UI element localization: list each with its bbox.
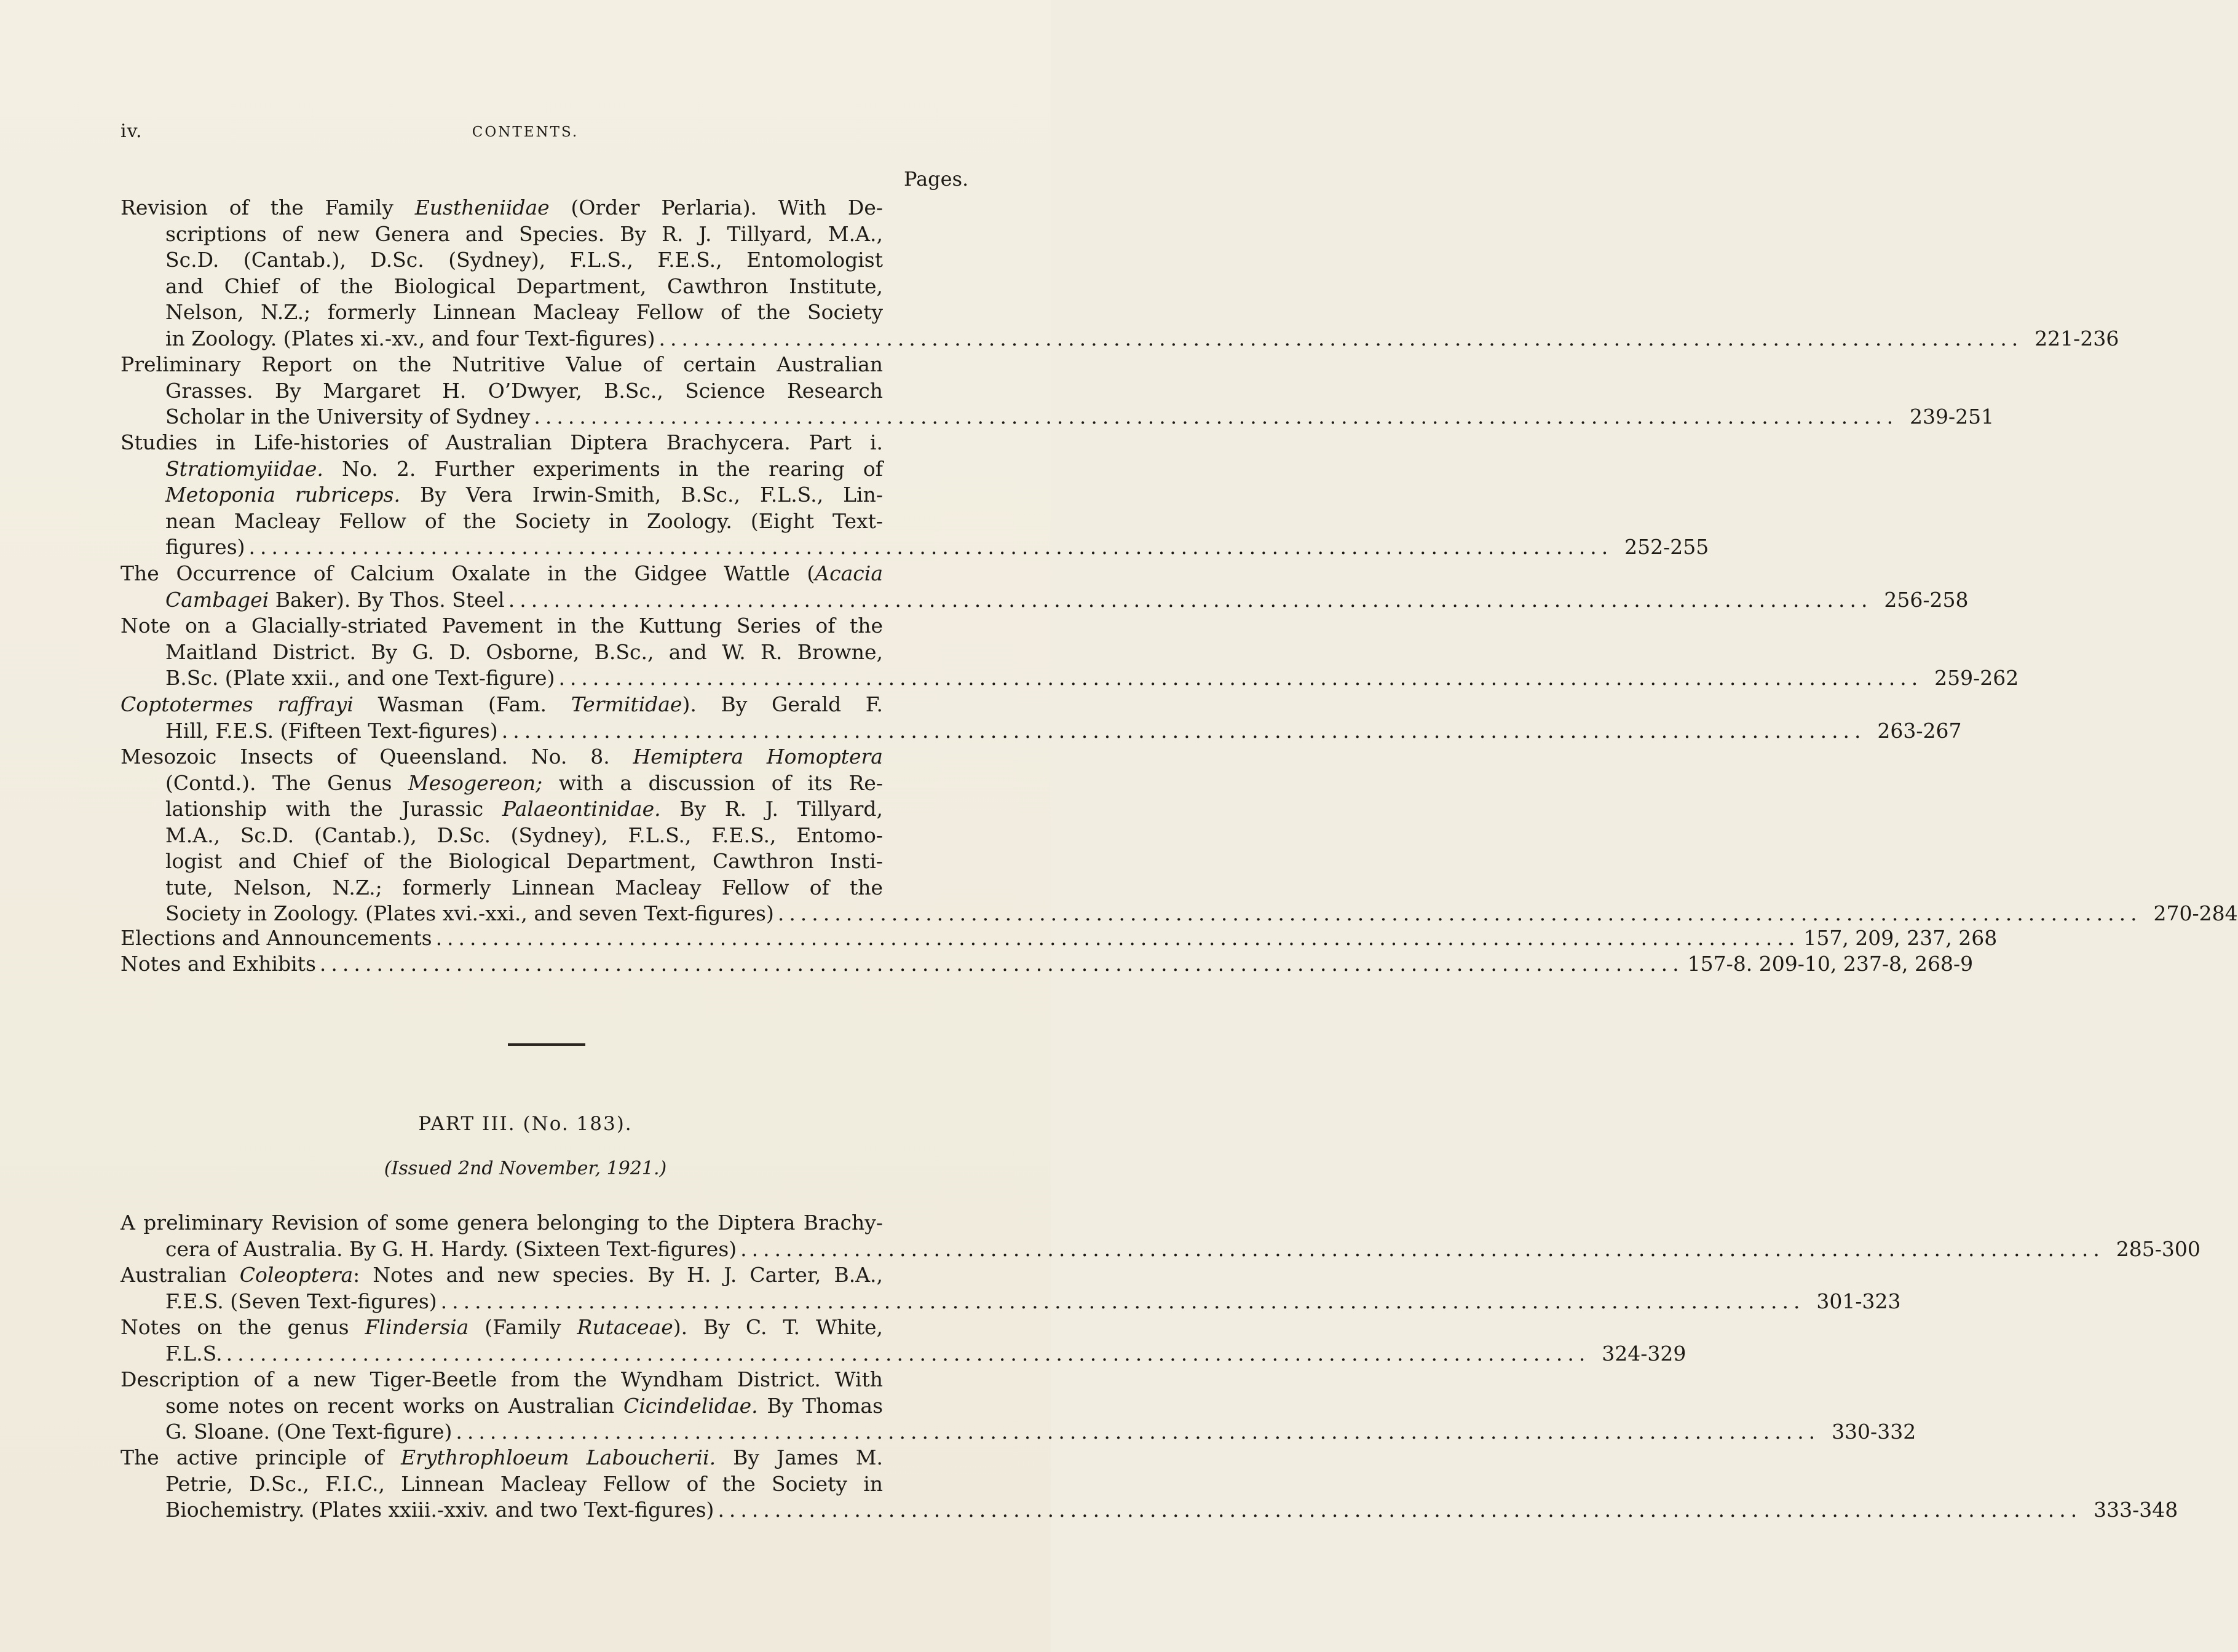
page-range: 330-332: [1832, 1420, 1916, 1444]
entry-text: Biochemistry. (Plates xxiii.-xxiv. and two Text-figures): [165, 1498, 714, 1522]
entry-line: tute, Nelson, N.Z.; formerly Linnean Macleay Fellow of the: [165, 875, 883, 899]
contents-entry: [121, 1367, 1916, 1445]
entry-line: some notes on recent works on Australian Cicindelidae. By Thomas: [165, 1393, 884, 1418]
entry-line: A preliminary Revision of some genera belonging to the Diptera Brachy-: [121, 1211, 883, 1235]
pages-column-label: Pages.: [904, 167, 969, 191]
entry-text: F.E.S. (Seven Text-figures): [165, 1289, 437, 1313]
entry-line: Petrie, D.Sc., F.I.C., Linnean Macleay Fellow of the Society in: [165, 1471, 883, 1496]
entry-line: Sc.D. (Cantab.), D.Sc. (Sydney), F.L.S., F.E.S., Entomologist: [165, 248, 883, 272]
entry-line: [121, 951, 1974, 978]
entry-text: F.L.S.: [165, 1341, 223, 1365]
dot-leader: ........................................................................................................................: [248, 535, 1613, 559]
italic-taxon: Mesogereon;: [408, 770, 543, 795]
dot-leader: ........................................................................................................................: [658, 326, 2023, 350]
entry-line: Metoponia rubriceps. By Vera Irwin-Smith, B.Sc., F.L.S., Lin-: [165, 483, 883, 507]
entry-line: Note on a Glacially-striated Pavement in the Kuttung Series of the: [121, 614, 883, 638]
entry-text: B.Sc. (Plate xxii., and one Text-figure): [165, 666, 555, 690]
contents-entry: [121, 1262, 1901, 1314]
entry-line: [121, 326, 2119, 352]
entry-line: [121, 665, 2019, 692]
page-range: 333-348: [2094, 1498, 2178, 1522]
entry-line: [121, 534, 1709, 561]
entry-line: [121, 718, 1962, 745]
italic-taxon: Erythrophloeum Laboucherii.: [401, 1445, 716, 1469]
entry-text: figures): [165, 535, 245, 559]
entry-line: Description of a new Tiger-Beetle from the Wyndham District. With: [121, 1367, 883, 1391]
contents-entry: [121, 613, 2019, 692]
entry-text: G. Sloane. (One Text-figure): [165, 1420, 453, 1444]
entry-line: Revision of the Family Eustheniidae (Order Perlaria). With De-: [121, 196, 883, 219]
entry-line: [121, 1419, 1916, 1445]
entry-line: and Chief of the Biological Department, Cawthron Institute,: [165, 274, 883, 298]
italic-taxon: Flindersia: [365, 1315, 469, 1339]
page-range: 259-262: [1934, 666, 2019, 690]
entry-text: Elections and Announcements: [121, 926, 432, 950]
italic-taxon: Metoponia rubriceps.: [165, 483, 400, 507]
page-range: 285-300: [2116, 1236, 2200, 1261]
contents-entry: [121, 692, 1962, 744]
page-range: 324-329: [1602, 1341, 1686, 1365]
page-range: 221-236: [2034, 326, 2119, 350]
entry-line: [121, 1341, 1686, 1367]
dot-leader: ........................................................................................................................: [456, 1420, 1821, 1444]
entry-line: (Contd.). The Genus Mesogereon; with a discussion of its Re-: [165, 770, 883, 795]
entry-line: Notes on the genus Flindersia (Family Rutaceae). By C. T. White,: [121, 1315, 884, 1339]
dot-leader: ........................................................................................................................: [435, 926, 1800, 950]
entry-line: [121, 925, 1998, 952]
entry-line: [121, 1289, 1901, 1315]
section-divider: [508, 1043, 585, 1046]
entry-line: Preliminary Report on the Nutritive Value of certain Australian: [121, 352, 883, 376]
entry-text: Society in Zoology. (Plates xvi.-xxi., and seven Text-figures): [165, 901, 774, 925]
entry-line: scriptions of new Genera and Species. By R. J. Tillyard, M.A.,: [165, 221, 883, 246]
page-range: 157, 209, 237, 268: [1803, 926, 1998, 950]
entry-line: [121, 901, 2238, 927]
contents-entry: [121, 195, 2119, 352]
contents-entry: [121, 430, 1709, 561]
dot-leader: ........................................................................................................................: [718, 1498, 2082, 1522]
issue-date: (Issued 2nd November, 1921.): [384, 1158, 667, 1179]
entry-text: Notes and Exhibits: [121, 952, 316, 976]
entry-text: Cambagei Baker). By Thos. Steel: [165, 587, 505, 612]
italic-taxon: Stratiomyiidae.: [165, 456, 323, 481]
entry-text: Hill, F.E.S. (Fifteen Text-figures): [165, 718, 498, 743]
entry-line: The active principle of Erythrophloeum Laboucherii. By James M.: [121, 1445, 883, 1469]
dot-leader: ........................................................................................................................: [440, 1289, 1805, 1313]
italic-taxon: Cicindelidae.: [623, 1393, 758, 1418]
page-range: 301-323: [1816, 1289, 1901, 1313]
page-range: 256-258: [1884, 587, 1969, 612]
contents-entry: [121, 1314, 1686, 1367]
entry-line: [121, 587, 1969, 614]
italic-taxon: Termitidae: [571, 692, 682, 716]
entry-line: Nelson, N.Z.; formerly Linnean Macleay Fellow of the Society: [165, 300, 883, 324]
contents-entry: [121, 1210, 2200, 1262]
italic-taxon: Coptotermes raffrayi: [121, 692, 354, 716]
italic-taxon: Cambagei: [165, 587, 269, 612]
entry-line: Grasses. By Margaret H. O’Dwyer, B.Sc., Science Research: [165, 378, 883, 403]
italic-taxon: Eustheniidae: [414, 196, 550, 219]
dot-leader: ........................................................................................................................: [740, 1236, 2105, 1261]
italic-taxon: Rutaceae: [577, 1315, 673, 1339]
entry-line: Australian Coleoptera: Notes and new species. By H. J. Carter, B.A.,: [121, 1263, 884, 1287]
entry-line: nean Macleay Fellow of the Society in Zoology. (Eight Text-: [165, 508, 883, 533]
dot-leader: ........................................................................................................................: [319, 952, 1684, 976]
page-number: iv.: [121, 121, 143, 142]
contents-entry: [121, 951, 1974, 978]
entry-line: M.A., Sc.D. (Cantab.), D.Sc. (Sydney), F.L.S., F.E.S., Entomo-: [165, 823, 883, 847]
entry-line: Studies in Life-histories of Australian Diptera Brachycera. Part i.: [121, 430, 883, 454]
entry-line: Stratiomyiidae. No. 2. Further experiments in the rearing of: [165, 456, 883, 481]
page-range: 270-284: [2153, 901, 2238, 925]
entry-line: The Occurrence of Calcium Oxalate in the Gidgee Wattle (Acacia: [121, 561, 883, 585]
entry-line: [121, 1497, 2178, 1524]
contents-entry: [121, 561, 1969, 613]
contents-entry: [121, 744, 2238, 927]
entry-text: cera of Australia. By G. H. Hardy. (Sixteen Text-figures): [165, 1236, 737, 1261]
entry-line: Coptotermes raffrayi Wasman (Fam. Termitidae). By Gerald F.: [121, 692, 883, 716]
dot-leader: ........................................................................................................................: [777, 901, 2142, 925]
page-range: 252-255: [1624, 535, 1709, 559]
dot-leader: ........................................................................................................................: [501, 718, 1866, 743]
italic-taxon: Hemiptera Homoptera: [633, 745, 883, 769]
part-heading: PART III. (No. 183).: [418, 1113, 633, 1135]
dot-leader: ........................................................................................................................: [534, 405, 1899, 429]
entry-line: logist and Chief of the Biological Department, Cawthron Insti-: [165, 849, 883, 873]
contents-entry: [121, 1445, 2178, 1524]
entry-line: [121, 404, 1995, 430]
entry-line: Mesozoic Insects of Queensland. No. 8. Hemiptera Homoptera: [121, 745, 883, 769]
entry-line: lationship with the Jurassic Palaeontinidae. By R. J. Tillyard,: [165, 797, 883, 821]
italic-taxon: Coleoptera: [239, 1263, 354, 1287]
dot-leader: ........................................................................................................................: [226, 1341, 1591, 1365]
page-range: 263-267: [1877, 718, 1962, 743]
entry-line: Maitland District. By G. D. Osborne, B.Sc., and W. R. Browne,: [165, 639, 883, 664]
contents-entry: [121, 352, 1995, 430]
page-range: 157-8. 209-10, 237-8, 268-9: [1687, 952, 1974, 976]
dot-leader: ........................................................................................................................: [508, 587, 1873, 612]
entry-text: in Zoology. (Plates xi.-xv., and four Text-figures): [165, 326, 655, 350]
page-range: 239-251: [1910, 405, 1995, 429]
contents-entry: [121, 925, 1998, 952]
italic-taxon: Palaeontinidae.: [502, 797, 661, 821]
dot-leader: ........................................................................................................................: [558, 666, 1923, 690]
entry-text: Scholar in the University of Sydney: [165, 405, 531, 429]
page-title: CONTENTS.: [472, 124, 579, 140]
entry-line: [121, 1236, 2200, 1263]
italic-taxon: Acacia: [815, 561, 883, 585]
